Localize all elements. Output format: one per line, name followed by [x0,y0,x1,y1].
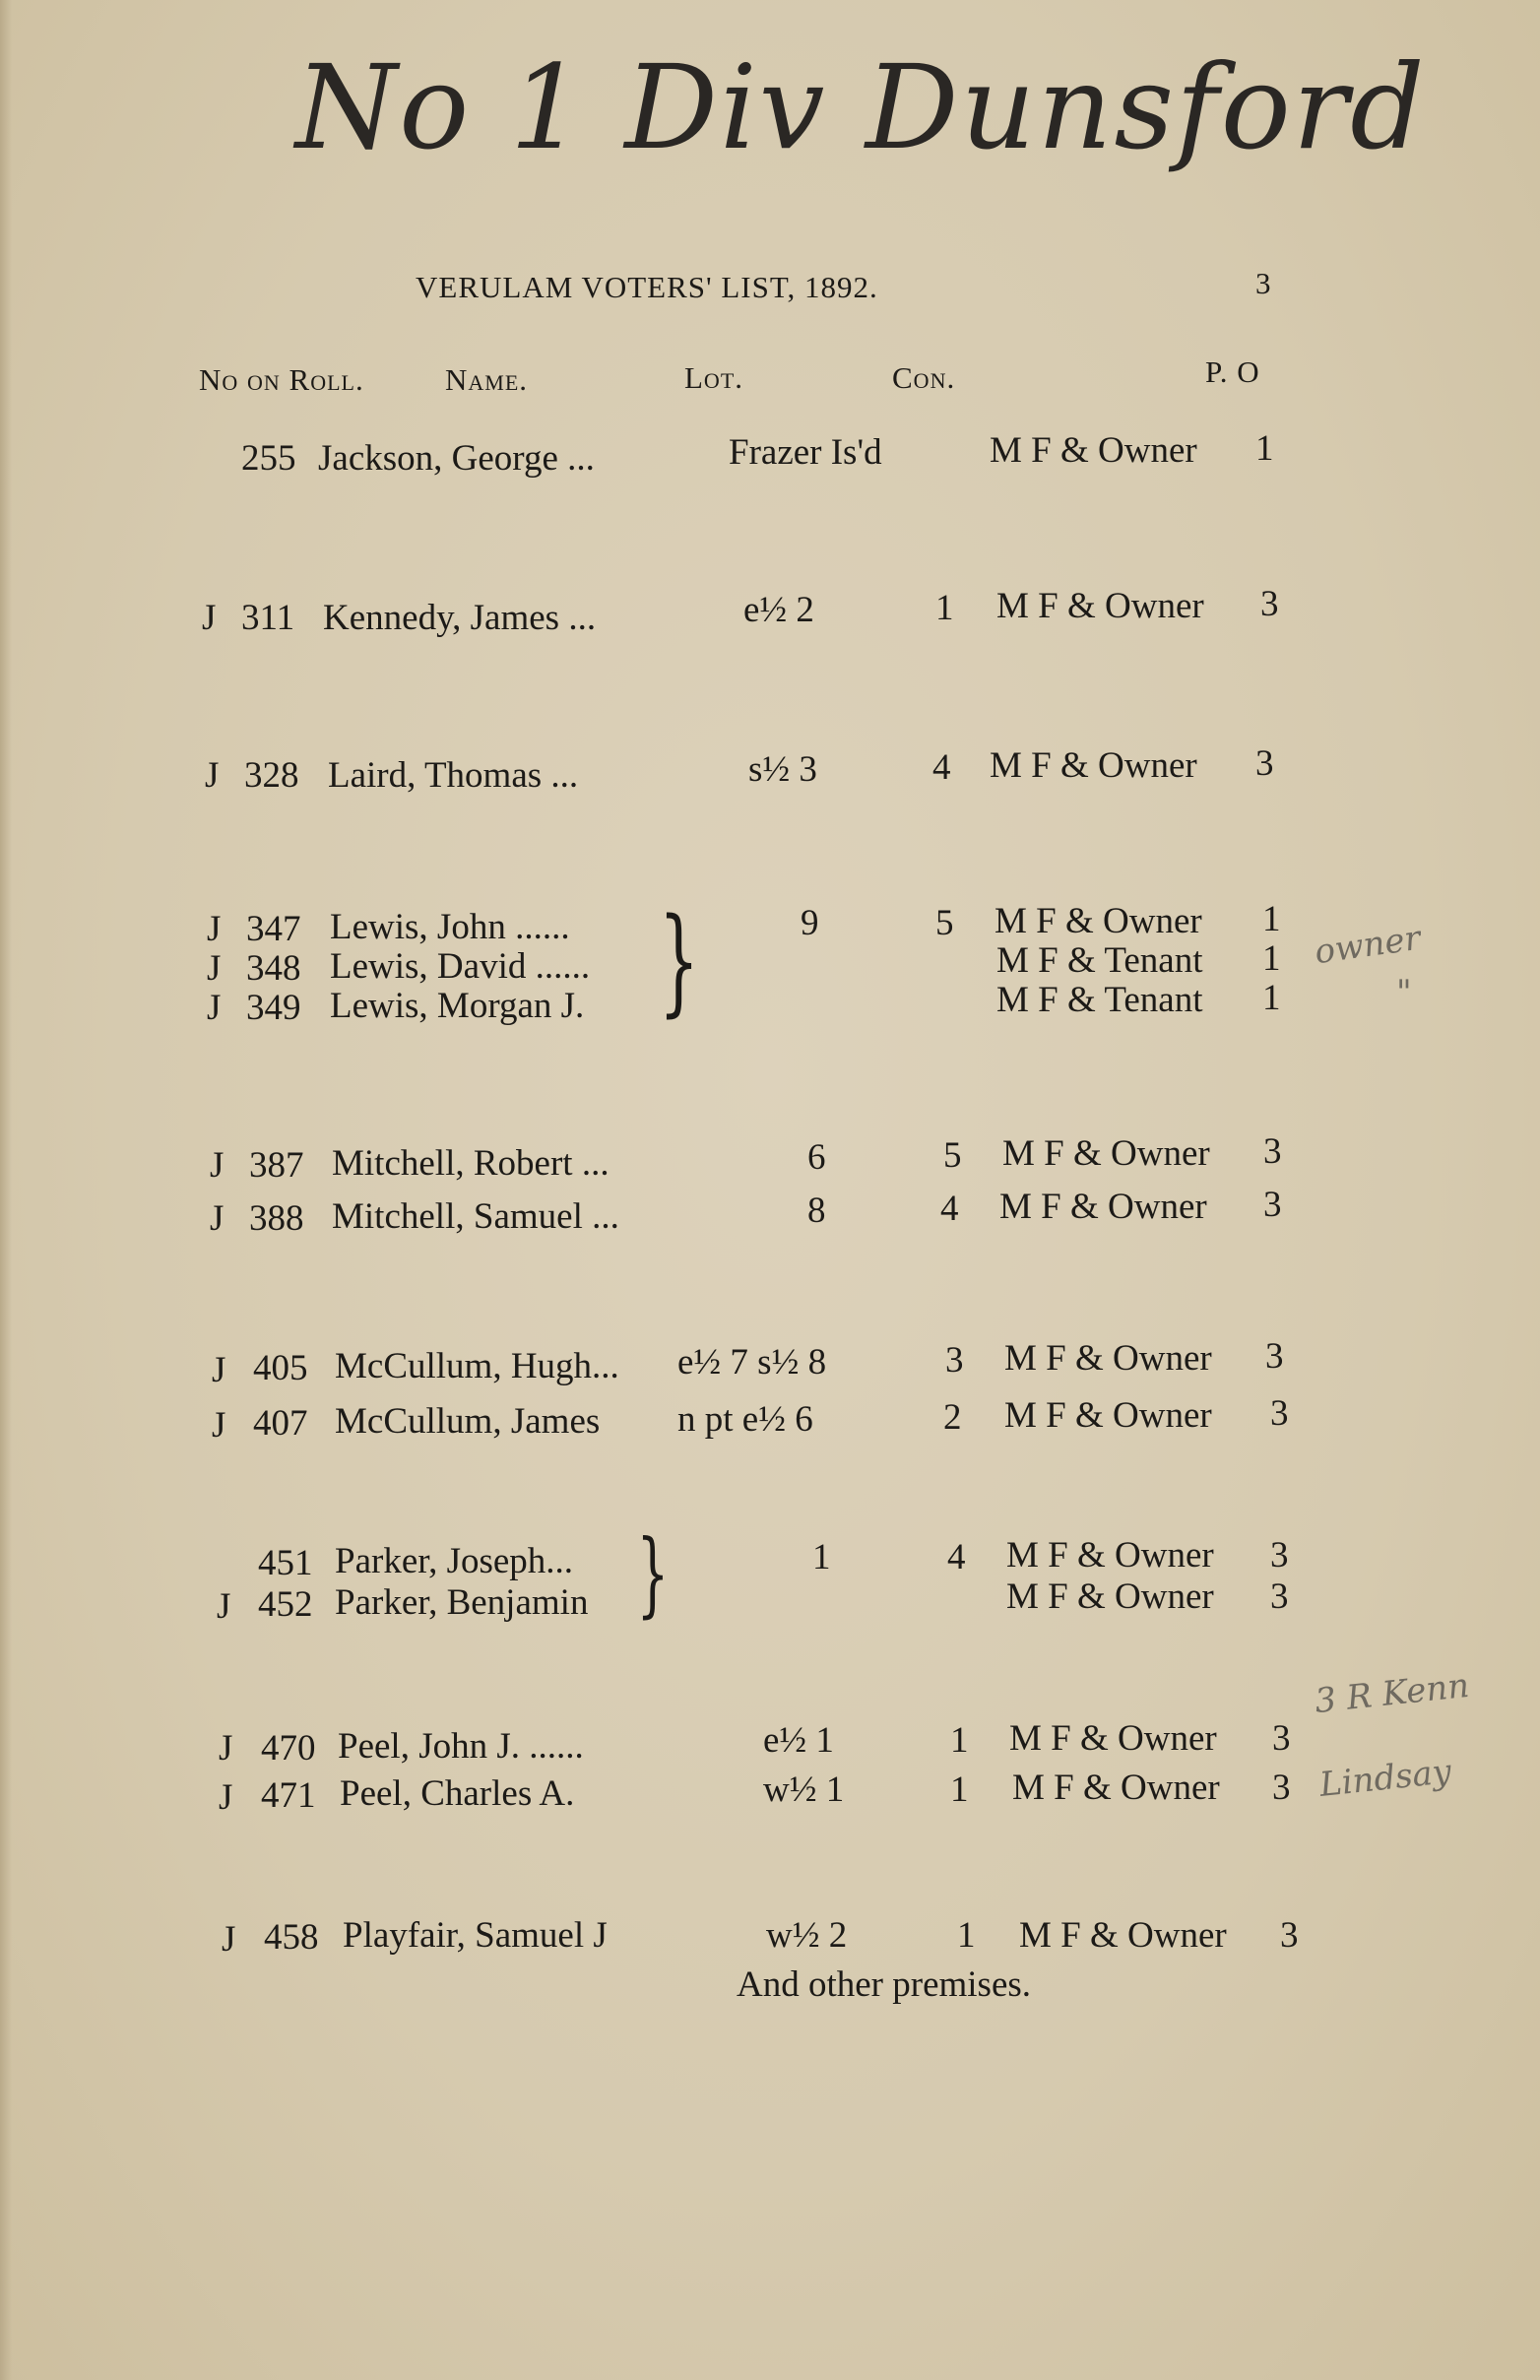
entry-qualification: M F & Owner [1004,1338,1212,1379]
entry-lot: e½ 2 [743,590,814,630]
entry-lot: e½ 7 s½ 8 [677,1342,827,1383]
entry-lot: Frazer Is'd [729,432,882,473]
entry-name: Lewis, Morgan J. [330,986,585,1026]
entry-qualification: M F & Owner [999,1187,1207,1227]
entry-lot: e½ 1 [763,1720,834,1761]
entry-lot: 8 [807,1190,826,1231]
entry-qualification: M F & Owner [1012,1768,1220,1808]
entry-con: 1 [950,1720,969,1761]
entry-po: 1 [1262,899,1281,939]
entry-qualification: M F & Owner [1019,1915,1227,1956]
entry-roll: 387 [249,1145,304,1186]
entry-roll: 255 [241,438,296,479]
entry-po: 3 [1263,1185,1282,1225]
entry-name: McCullum, James [335,1401,601,1442]
entry-qualification: M F & Owner [995,901,1202,941]
entry-roll: 349 [246,988,301,1028]
entry-roll: 348 [246,948,301,989]
column-header-con: Con. [892,360,956,395]
entry-qualification: M F & Owner [1006,1535,1214,1576]
entry-qualification: M F & Owner [1006,1576,1214,1617]
entry-po: 3 [1263,1131,1282,1172]
entry-po: 3 [1255,743,1274,784]
margin-note-r-kenn: 3 R Kenn [1313,1665,1471,1722]
column-header-po: P. O [1205,354,1260,389]
entry-prefix: J [207,988,222,1028]
entry-lot: w½ 1 [763,1769,845,1810]
entry-roll: 470 [261,1728,316,1769]
entry-po: 1 [1255,428,1274,469]
entry-prefix: J [219,1777,233,1818]
entry-con: 4 [947,1537,966,1577]
entry-con: 4 [940,1189,959,1229]
grouping-brace: } [636,1520,670,1628]
entry-prefix: J [210,1198,225,1239]
entry-prefix: J [219,1728,233,1769]
entry-prefix: J [217,1586,231,1627]
column-header-lot: Lot. [684,360,744,395]
entry-name: Peel, John J. ...... [338,1726,584,1767]
handwritten-heading: No 1 Div Dunsford [295,39,1427,175]
entry-po: 3 [1270,1576,1289,1617]
entry-roll: 328 [244,755,299,796]
grouping-brace: } [658,892,700,1028]
entry-prefix: J [210,1145,225,1186]
entry-prefix: J [207,909,222,949]
entry-po: 3 [1260,584,1279,624]
list-title: VERULAM VOTERS' LIST, 1892. [416,270,878,304]
entry-roll: 405 [253,1348,308,1388]
entry-prefix: J [212,1350,226,1390]
entry-con: 3 [945,1340,964,1381]
entry-roll: 451 [258,1543,313,1583]
entry-roll: 452 [258,1584,313,1625]
entry-lot: 6 [807,1137,826,1178]
entry-name: McCullum, Hugh... [335,1346,619,1386]
margin-note-lindsay: Lindsay [1317,1752,1453,1805]
entry-lot: 9 [801,903,819,943]
entry-po: 3 [1280,1915,1299,1956]
entry-prefix: J [222,1919,236,1960]
entry-prefix: J [207,948,222,989]
entry-roll: 347 [246,909,301,949]
entry-qualification: M F & Owner [990,745,1197,786]
entry-roll: 471 [261,1775,316,1816]
other-premises-note: And other premises. [737,1964,1032,2005]
entry-con: 5 [935,903,954,943]
entry-qualification: M F & Tenant [996,980,1203,1020]
entry-name: Laird, Thomas ... [328,755,579,796]
entry-qualification: M F & Owner [1002,1133,1210,1174]
column-header-name: Name. [445,362,529,397]
entry-roll: 407 [253,1403,308,1444]
entry-name: Kennedy, James ... [323,598,597,638]
entry-qualification: M F & Owner [996,586,1204,626]
entry-lot: w½ 2 [766,1915,848,1956]
entry-roll: 458 [264,1917,319,1958]
entry-roll: 311 [241,598,295,638]
entry-con: 5 [943,1135,962,1176]
entry-po: 1 [1262,978,1281,1018]
entry-name: Parker, Benjamin [335,1582,589,1623]
entry-prefix: J [202,598,217,638]
entry-po: 3 [1270,1393,1289,1434]
entry-con: 1 [957,1915,976,1956]
entry-name: Lewis, John ...... [330,907,570,947]
entry-name: Mitchell, Samuel ... [332,1196,619,1237]
margin-note-owner: owner [1312,918,1424,973]
entry-name: Peel, Charles A. [340,1773,575,1814]
entry-name: Jackson, George ... [318,438,595,479]
entry-qualification: M F & Owner [990,430,1197,471]
entry-po: 3 [1270,1535,1289,1576]
entry-po: 3 [1265,1336,1284,1377]
page-edge-shadow [0,0,12,2380]
entry-lot: 1 [812,1537,831,1577]
entry-qualification: M F & Owner [1009,1718,1217,1759]
entry-qualification: M F & Tenant [996,940,1203,981]
entry-qualification: M F & Owner [1004,1395,1212,1436]
margin-note-ditto: " [1396,973,1412,1012]
entry-name: Parker, Joseph... [335,1541,574,1581]
entry-name: Mitchell, Robert ... [332,1143,610,1184]
entry-po: 3 [1272,1768,1291,1808]
entry-prefix: J [212,1405,226,1446]
entry-lot: n pt e½ 6 [677,1399,813,1440]
entry-roll: 388 [249,1198,304,1239]
entry-con: 2 [943,1397,962,1438]
column-header-no-on-roll: No on Roll. [199,362,364,397]
page-number: 3 [1255,266,1272,300]
entry-con: 4 [932,747,951,788]
entry-po: 1 [1262,938,1281,979]
entry-lot: s½ 3 [748,749,817,790]
entry-po: 3 [1272,1718,1291,1759]
entry-name: Lewis, David ...... [330,946,591,987]
entry-con: 1 [950,1769,969,1810]
entry-con: 1 [935,588,954,628]
entry-prefix: J [205,755,220,796]
entry-name: Playfair, Samuel J [343,1915,608,1956]
